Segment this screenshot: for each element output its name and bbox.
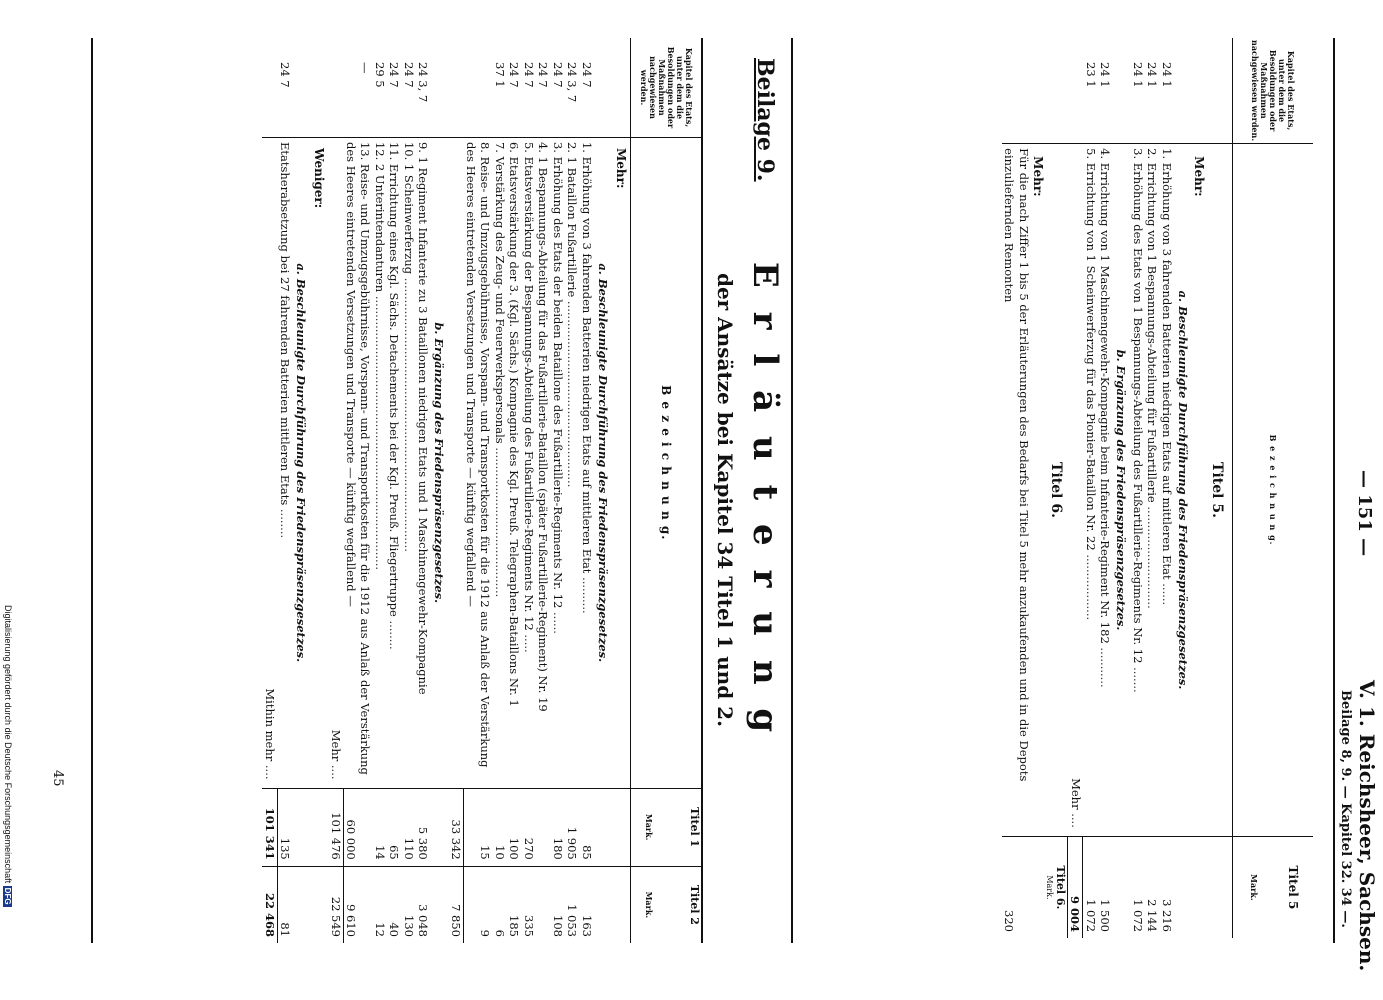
titel6-col-unit: Mark. [1045, 875, 1054, 900]
mehr-total-titel1: 101 476 [329, 788, 344, 866]
mehr-total-row: Mehr .... 9 004 [1068, 38, 1084, 938]
table-row: 24 1 1. Erhöhung von 3 fahrenden Batterien niedrigen Etats auf mittleren Etat ...... 3 216 [1160, 38, 1175, 938]
section-a-heading: a. Beschleunigte Durchführung des Friedenspräsenzgesetzes. [594, 137, 612, 788]
table1-bottom-rule [791, 38, 793, 943]
table-row: 24 7 10. 1 Scheinwerferzug ........................................................................... 110 130 [402, 38, 417, 943]
titel6-heading: Titel 6. [1045, 144, 1068, 837]
table2-top-rule [701, 38, 703, 943]
subtotal-a-titel1: 33 342 [449, 788, 464, 866]
table-kapitel-34 [263, 38, 702, 943]
mithin-total-titel2: 22 468 [263, 866, 278, 943]
mehr-total-label: Mehr [329, 729, 344, 762]
mithin-total-titel1: 101 341 [263, 788, 278, 866]
dfg-logo: DFG [3, 887, 12, 905]
running-title: V. 1. Reichsheer, Sachsen. [1355, 680, 1379, 972]
running-subtitle: Beilage 8, 9. — Kapitel 32. 34 —. [1338, 690, 1353, 928]
subtotal-a-titel2: 7 850 [449, 866, 464, 943]
mehr-heading: Mehr: [612, 137, 631, 788]
table2-bottom-rule [92, 38, 94, 943]
table-row: Für die nach Ziffer 1 bis 5 der Erläuterungen des Bedarfs bei Titel 5 mehr anzukaufenden und in die Depots einzuliefernden Remonten 320 [1002, 38, 1031, 938]
mehr-total-row: Mehr .... 101 476 22 549 [329, 38, 344, 943]
subtotal-row [449, 38, 464, 943]
mithin-label: Mithin mehr [263, 688, 278, 762]
erlaeuterung-subtitle: der Ansätze bei Kapitel 34 Titel 1 und 2. [713, 272, 737, 728]
col-titel1-label: Titel 1 [688, 807, 701, 848]
digitization-note: Digitalisierung gefördert durch die Deutsche Forschungsgemeinschaft DFG [3, 605, 13, 905]
page-number: 45 [50, 770, 65, 787]
col-kapitel-header: Kapitel des Etats, unter dem die Besoldungen oder Maßnahmen nachgewiesen werden. [1233, 38, 1314, 144]
col-unit-label: Mark. [1249, 874, 1259, 901]
table-row: 24 1 4. Errichtung von 1 Maschinengewehr-Kompagnie beim Infanterie-Regiment Nr. 182 ........... 1 500 [1098, 38, 1113, 938]
beilage-label: Beilage 9. [752, 58, 778, 182]
col-bezeichnung-header: B e z e i c h n u n g. [631, 137, 702, 788]
table-row: 24 1 3. Erhöhung des Etats von 1 Bespannungs-Abteilung des Fußartillerie-Regiments Nr. 12 ....... 1 072 [1131, 38, 1146, 938]
table-row: 24 7 1. Erhöhung von 3 fahrenden Batterien niedrigen Etats auf mittleren Etat .......... 85 163 [580, 38, 595, 943]
mithin-row: Mithin mehr .... 101 341 22 468 [263, 38, 278, 943]
weniger-heading: Weniger: [311, 137, 329, 788]
col-titel1-header [631, 788, 702, 866]
weniger-section-heading: a. Beschleunigte Durchführung des Friedenspräsenzgesetzes. [293, 137, 311, 788]
page-marker: — 151 — [1354, 470, 1375, 557]
table-row: 29 5 12. 2 Unterintendanturen ........................................................................... 14 12 [373, 38, 388, 943]
table-row: 24 7 11. Errichtung eines Kgl. Sächs. Detachements bei der Kgl. Preuß. Fliegertruppe ........ 65 40 [387, 38, 402, 943]
table-row: 23 1 5. Errichtung von 1 Scheinwerferzug für das Pionier-Bataillon Nr. 22 .................. 1 072 [1083, 38, 1098, 938]
table-row: 24 7 Etatsherabsetzung bei 27 fahrenden Batterien mittleren Etats ........ 135 81 [278, 38, 293, 943]
table-row: 24 7 3. Erhöhung des Etats der beiden Bataillone des Fußartillerie-Regiments Nr. 12 ...... 180 108 [551, 38, 566, 943]
erlaeuterung-title: E r l ä u t e r u n g [745, 261, 785, 739]
col-bezeichnung-header: B e z e i c h n u n g. [1233, 144, 1314, 837]
table-row: 37 1 7. Verstärkung des Zeug- und Feuerwerkspersonals ......................................... 10 6 [493, 38, 508, 943]
table-row: 24 7 5. Etatsverstärkung der Bespannungs-Abteilung des Fußartillerie-Regiments Nr. 12 ..... 270 335 [522, 38, 537, 943]
table-row: 24 7 6. Etatsverstärkung der 3. (Kgl. Sächs.) Kompagnie des Kgl. Preuß. Telegraphen-Bataillons Nr. 1 100 185 [507, 38, 522, 943]
table-row: 24 1 2. Errichtung von 1 Bespannungs-Abteilung für Fußartillerie ............................ 2 144 [1145, 38, 1160, 938]
mehr-heading: Mehr: [1192, 144, 1206, 837]
section-b-heading: b. Ergänzung des Friedenspräsenzgesetzes. [1113, 144, 1131, 837]
titel5-heading: Titel 5. [1206, 144, 1233, 837]
col-titel5-header [1233, 836, 1314, 938]
top-rule [1333, 38, 1335, 943]
table-row: 8. Reise- und Umzugsgebührnisse, Vorspann- und Transportkosten für die 1912 aus Anlaß der Verstärkung des Heeres eintretenden Versetzungen und Transporte — künftig wegfallend — 15 9 [464, 38, 493, 943]
titel6-col-label: Titel 6. [1054, 865, 1067, 910]
section-b-heading: b. Ergänzung des Friedenspräsenzgesetzes. [431, 137, 449, 788]
mehr-total-label: Mehr [1069, 778, 1083, 810]
mehr-total-value: 9 004 [1068, 836, 1084, 938]
section-a-heading: a. Beschleunigte Durchführung des Friedenspräsenzgesetzes. [1174, 144, 1192, 837]
table-row: 24 7 4. 1 Bespannungs-Abteilung für das Fußartillerie-Bataillon (später Fußartillerie-Regiment) Nr. 19 [536, 38, 551, 943]
table-titel-5 [1002, 38, 1313, 938]
col-unit1-label: Mark. [644, 813, 654, 841]
col-titel2-header [631, 866, 702, 943]
col-titel5-label: Titel 5 [1286, 865, 1300, 910]
col-titel2-label: Titel 2 [688, 884, 701, 925]
mehr-total-titel2: 22 549 [329, 866, 344, 943]
col-unit2-label: Mark. [644, 891, 654, 919]
table-row: — 13. Reise- und Umzugsgebührnisse, Vorspann- und Transportkosten für die 1912 aus Anlaß der Verstärkung des Heeres eintretenden Versetzungen und Transporte — künftig wegfallend — 60 000 9 610 [344, 38, 373, 943]
col-kapitel-header: Kapitel des Etats, unter dem die Besoldungen oder Maßnahmen nachgewiesen werden. [631, 38, 702, 137]
table-row: 24 3, 7 2. 1 Bataillon Fußartillerie ................................................... 1 905 1 053 [565, 38, 580, 943]
table-row: 24 3, 7 9. 1 Regiment Infanterie zu 3 Bataillonen niedrigen Etats und 1 Maschinengewehr-Kompagnie 5 380 3 048 [416, 38, 431, 943]
titel6-mehr-heading: Mehr: [1031, 144, 1045, 837]
